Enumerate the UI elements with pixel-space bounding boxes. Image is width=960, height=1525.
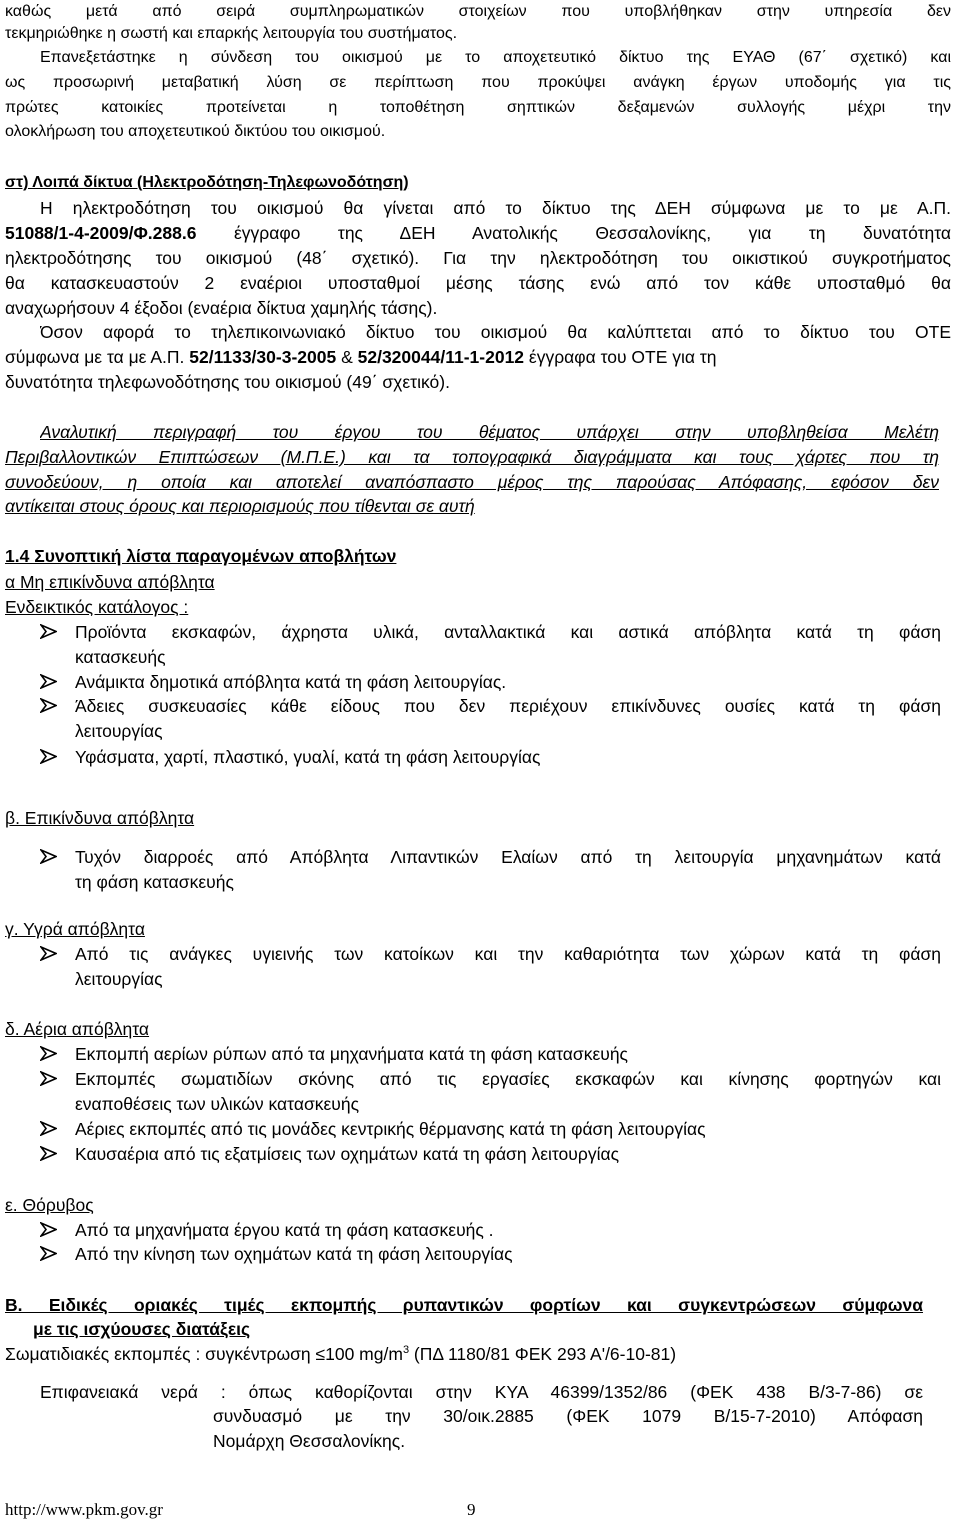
list-item-continuation: λειτουργίας <box>75 721 163 741</box>
list-item-continuation: τη φάση κατασκευής <box>75 872 234 892</box>
bullet-arrow-icon <box>40 1042 60 1066</box>
list-item: Από την κίνηση των οχημάτων κατά τη φάση λειτουργίας <box>75 1244 513 1264</box>
text-line: αντίκειται στους όρους και περιορισμούς που τίθενται σε αυτή <box>5 496 475 516</box>
subsection-subtitle: Ενδεικτικός κατάλογος : <box>5 597 189 617</box>
list-item: Υφάσματα, χαρτί, πλαστικό, γυαλί, κατά τη φάση λειτουργίας <box>75 747 541 767</box>
text-line: ως προσωρινή μεταβατική λύση σε περίπτωση που προκύψει ανάγκη έργων υποδομής για τις <box>5 74 951 91</box>
text-line: αναχωρήσουν 4 έξοδοι (εναέρια δίκτυα χαμηλής τάσης). <box>5 298 438 318</box>
subsection-title: β. Επικίνδυνα απόβλητα <box>5 808 195 828</box>
list-item: Αέριες εκπομπές από τις μονάδες κεντρικής θέρμανσης κατά τη φάση λειτουργίας <box>75 1119 706 1139</box>
document-reference: 52/320044/11-1-2012 <box>357 347 525 367</box>
list-item: Προϊόντα εκσκαφών, άχρηστα υλικά, ανταλλακτικά και αστικά απόβλητα κατά τη φάση <box>75 622 941 642</box>
text-line: θα κατασκευαστούν 2 εναέριοι υποσταθμοί μέσης τάσης ενώ από τον κάθε υποσταθμό θα <box>5 273 951 293</box>
section-heading: στ) Λοιπά δίκτυα (Ηλεκτροδότηση-Τηλεφωνοδότηση) <box>5 174 409 191</box>
text-line: ηλεκτροδότησης του οικισμού (48΄ σχετικό). Για την ηλεκτροδότηση του οικιστικού συγκροτήματος <box>5 248 951 268</box>
bullet-arrow-icon <box>40 745 60 769</box>
subsection-title: δ. Αέρια απόβλητα <box>5 1019 150 1039</box>
list-item-continuation: λειτουργίας <box>75 969 163 989</box>
list-item: Εκπομπές σωματιδίων σκόνης από τις εργασίες εκσκαφών και κίνησης φορτηγών και <box>75 1069 941 1089</box>
text-line: Όσον αφορά το τηλεπικοινωνιακό δίκτυο του οικισμού θα καλύπτεται από το δίκτυο του ΟΤΕ <box>40 322 951 342</box>
list-item-continuation: κατασκευής <box>75 647 166 667</box>
text-line: Επανεξετάστηκε η σύνδεση του οικισμού με το αποχετευτικό δίκτυο της ΕΥΑΘ (67΄ σχετικό) και <box>40 49 951 66</box>
page-number: 9 <box>467 1500 476 1519</box>
text-line: Επιφανειακά νερά : όπως καθορίζονται στην ΚΥΑ 46399/1352/86 (ΦΕΚ 438 Β/3-7-86) σε <box>40 1382 923 1402</box>
subsection-title: α Μη επικίνδυνα απόβλητα <box>5 572 215 592</box>
bullet-arrow-icon <box>40 1218 60 1242</box>
bullet-arrow-icon <box>40 1242 60 1266</box>
subsection-title: ε. Θόρυβος <box>5 1195 94 1215</box>
text-line: Αναλυτική περιγραφή του έργου του θέματος υπάρχει στην υποβληθείσα Μελέτη <box>40 422 939 442</box>
bullet-arrow-icon <box>40 670 60 694</box>
bullet-arrow-icon <box>40 1117 60 1141</box>
list-item: Ανάμικτα δημοτικά απόβλητα κατά τη φάση λειτουργίας. <box>75 672 507 692</box>
text-span: Σωματιδιακές εκπομπές : συγκέντρωση ≤100 mg/m <box>5 1344 403 1364</box>
bullet-arrow-icon <box>40 694 60 718</box>
section-heading: με τις ισχύουσες διατάξεις <box>33 1319 251 1339</box>
text-span: έγγραφο της ΔΕΗ Ανατολικής Θεσσαλονίκης, για τη δυνατότητα <box>196 223 951 243</box>
list-item: Από τις ανάγκες υγιεινής των κατοίκων και την καθαριότητα των χώρων κατά τη φάση <box>75 944 941 964</box>
section-heading: Β. Ειδικές οριακές τιμές εκπομπής ρυπαντικών φορτίων και συγκεντρώσεων σύμφωνα <box>5 1295 923 1315</box>
superscript: 3 <box>402 1344 410 1357</box>
text-line: Η ηλεκτροδότηση του οικισμού θα γίνεται από το δίκτυο της ΔΕΗ σύμφωνα με το με Α.Π. <box>40 198 951 218</box>
text-line: Νομάρχη Θεσσαλονίκης. <box>213 1431 406 1451</box>
text-line <box>5 1342 951 1366</box>
bullet-arrow-icon <box>40 1067 60 1091</box>
text-span: (ΠΔ 1180/81 ΦΕΚ 293 Α'/6-10-81) <box>409 1344 677 1364</box>
text-line: καθώς μετά από σειρά συμπληρωματικών στοιχείων που υποβλήθηκαν στην υπηρεσία δεν <box>5 3 951 20</box>
text-line: πρώτες κατοικίες προτείνεται η τοποθέτηση σηπτικών δεξαμενών συλλογής μέχρι την <box>5 99 951 116</box>
text-line: συνοδεύουν, η οποία και αποτελεί αναπόσπαστο μέρος της παρούσας Απόφασης, εφόσον δεν <box>5 472 939 492</box>
text-line <box>5 345 951 369</box>
bullet-arrow-icon <box>40 942 60 966</box>
bullet-arrow-icon <box>40 620 60 644</box>
text-line <box>5 221 951 245</box>
document-reference: 52/1133/30-3-2005 <box>189 347 337 367</box>
list-item: Τυχόν διαρροές από Απόβλητα Λιπαντικών Ελαίων από τη λειτουργία μηχανημάτων κατά <box>75 847 941 867</box>
text-line: τεκμηριώθηκε η σωστή και επαρκής λειτουργία του συστήματος. <box>5 25 458 42</box>
text-line: ολοκλήρωση του αποχετευτικού δικτύου του οικισμού. <box>5 123 386 140</box>
bullet-arrow-icon <box>40 1142 60 1166</box>
list-item: Καυσαέρια από τις εξατμίσεις των οχημάτων κατά τη φάση λειτουργίας <box>75 1144 620 1164</box>
subsection-title: γ. Υγρά απόβλητα <box>5 919 145 939</box>
text-line: Περιβαλλοντικών Επιπτώσεων (Μ.Π.Ε.) και τα τοπογραφικά διαγράμματα και τους χάρτες που τη <box>5 447 939 467</box>
list-item: Εκπομπή αερίων ρύπων από τα μηχανήματα κατά τη φάση κατασκευής <box>75 1044 628 1064</box>
text-span: & <box>336 347 358 367</box>
list-item-continuation: εναποθέσεις των υλικών κατασκευής <box>75 1094 360 1114</box>
section-heading-text: 1.4 Συνοπτική λίστα παραγομένων αποβλήτων <box>5 546 397 566</box>
text-span: σύμφωνα με τα με Α.Π. <box>5 347 190 367</box>
bullet-arrow-icon <box>40 845 60 869</box>
list-item: Άδειες συσκευασίες κάθε είδους που δεν περιέχουν επικίνδυνες ουσίες κατά τη φάση <box>75 696 941 716</box>
footer-url[interactable]: http://www.pkm.gov.gr <box>5 1500 163 1519</box>
document-reference: 51088/1-4-2009/Φ.288.6 <box>5 223 197 243</box>
section-heading <box>5 544 951 568</box>
text-line: δυνατότητα τηλεφωνοδότησης του οικισμού (49΄ σχετικό). <box>5 372 450 392</box>
list-item: Από τα μηχανήματα έργου κατά τη φάση κατασκευής . <box>75 1220 494 1240</box>
text-line: συνδυασμό με την 30/οικ.2885 (ΦΕΚ 1079 Β/15-7-2010) Απόφαση <box>213 1406 923 1426</box>
text-span: έγγραφα του ΟΤΕ για τη <box>524 347 717 367</box>
